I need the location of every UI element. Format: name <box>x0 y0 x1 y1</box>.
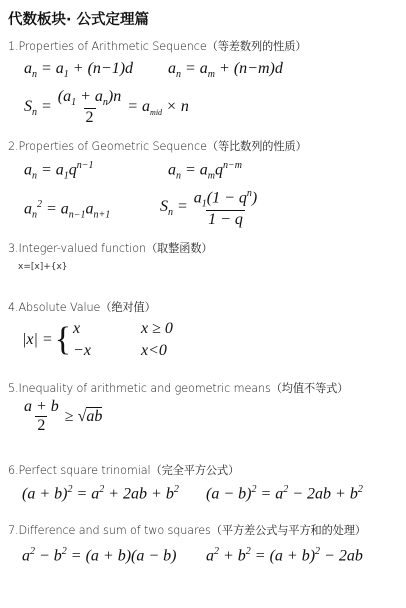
formula-geo-m-term: $a_n = a_mq^{n-m}$ <box>168 160 243 182</box>
section-heading-perfect-square: 6.Perfect square trinomial（完全平方公式） <box>8 464 240 477</box>
page-title: 代数板块· 公式定理篇 <box>8 12 150 28</box>
section-heading-absolute-value: 4.Absolute Value（绝对值） <box>8 301 156 314</box>
formula-difference-of-squares: $a^2 - b^2 = (a + b)(a - b)$ <box>22 546 177 565</box>
section-heading-am-gm: 5.Inequality of arithmetic and geometric means（均值不等式） <box>8 382 349 395</box>
formula-arith-m-term: $a_n = a_m + (n-m)d$ <box>168 60 283 81</box>
formula-square-of-sum: $(a + b)^2 = a^2 + 2ab + b^2$ <box>22 484 179 503</box>
formula-geo-sum: $S_n$ = $\frac{a_1(1 - q^n)}{1 - q}$ <box>160 188 258 228</box>
formula-arith-general-term: $a_n = a_1 + (n-1)d$ <box>24 60 134 81</box>
formula-geo-mean-property: $a_n^2 = a_{n-1}a_{n+1}$ <box>24 199 111 221</box>
formula-arith-sum: $S_n$ = $\frac{(a_1 + a_n)n}{2}$ = $a_{mid} \times n$ <box>24 88 189 127</box>
formula-square-of-difference: $(a - b)^2 = a^2 - 2ab + b^2$ <box>206 484 363 503</box>
formula-absolute-value: |x| = { x x ≥ 0 −x x<0 <box>22 320 173 359</box>
formula-am-gm: $\frac{a + b}{2}$ ≥ √ab <box>24 398 103 434</box>
section-heading-geometric: 2.Properties of Geometric Sequence（等比数列的性质） <box>8 140 307 153</box>
formula-sum-of-squares: $a^2 + b^2 = (a + b)^2 - 2ab$ <box>206 546 363 565</box>
section-heading-integer-function: 3.Integer-valued function（取整函数） <box>8 242 213 255</box>
integer-function-note: x=[x]+{x} <box>18 262 68 272</box>
section-heading-squares: 7.Difference and sum of two squares（平方差公式与平方和的处理） <box>8 524 366 537</box>
section-heading-arithmetic: 1.Properties of Arithmetic Sequence（等差数列的性质） <box>8 40 307 53</box>
formula-geo-general-term: $a_n = a_1q^{n-1}$ <box>24 160 94 182</box>
